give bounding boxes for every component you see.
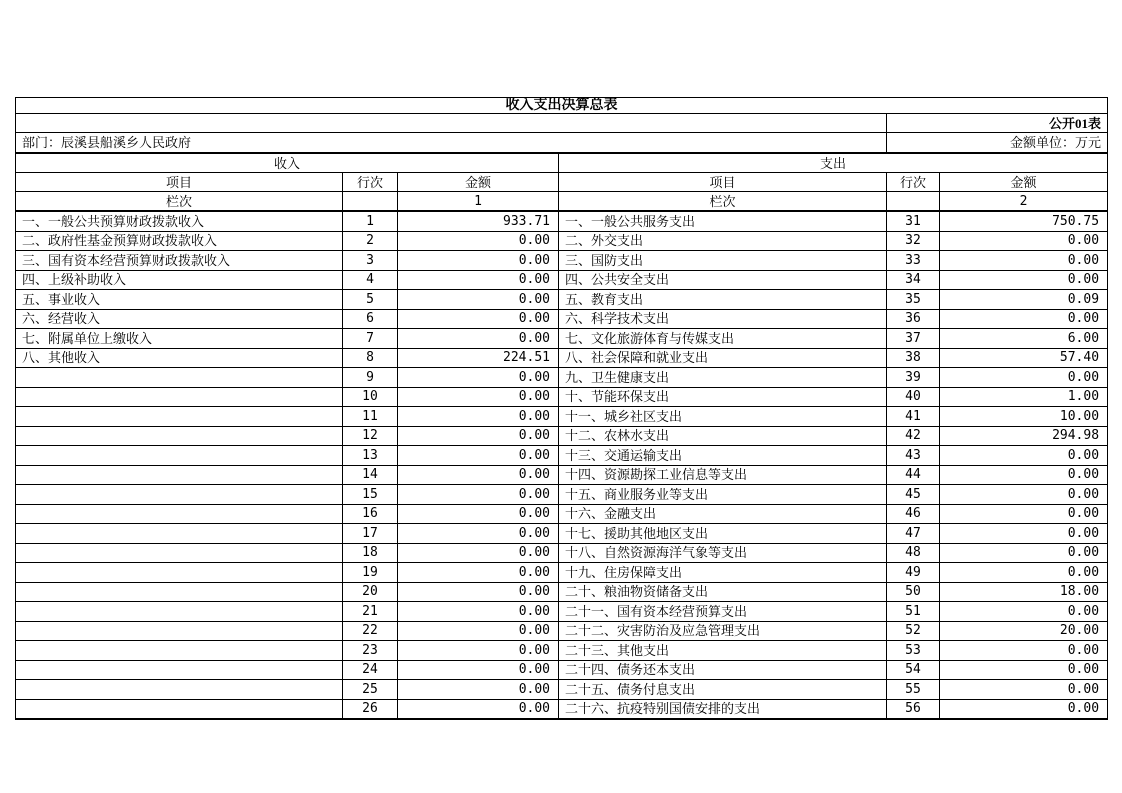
expenditure-item-cell: 十一、城乡社区支出 <box>559 407 887 427</box>
revenue-amount-cell: 0.00 <box>398 641 559 661</box>
table-row <box>16 348 1108 368</box>
revenue-section-header: 收入 <box>16 153 559 173</box>
revenue-item-cell <box>16 641 343 661</box>
section-header-row <box>16 153 1108 173</box>
revenue-amount-cell: 0.00 <box>398 582 559 602</box>
revenue-line-cell: 21 <box>343 602 398 622</box>
revenue-amount-cell: 933.71 <box>398 211 559 231</box>
expenditure-amount-cell: 10.00 <box>940 407 1108 427</box>
expenditure-line-cell: 46 <box>887 504 940 524</box>
revenue-line-cell: 5 <box>343 290 398 310</box>
revenue-amount-cell: 0.00 <box>398 621 559 641</box>
revenue-amount-header: 金额 <box>398 173 559 192</box>
table-row <box>16 699 1108 719</box>
expenditure-amount-cell: 0.00 <box>940 309 1108 329</box>
expenditure-item-cell: 四、公共安全支出 <box>559 270 887 290</box>
expenditure-item-cell: 十三、交通运输支出 <box>559 446 887 466</box>
table-row <box>16 680 1108 700</box>
revenue-index-spacer <box>343 192 398 212</box>
expenditure-amount-cell: 0.00 <box>940 699 1108 719</box>
revenue-item-cell <box>16 465 343 485</box>
table-row <box>16 270 1108 290</box>
expenditure-item-cell: 十、节能环保支出 <box>559 387 887 407</box>
revenue-item-cell: 六、经营收入 <box>16 309 343 329</box>
expenditure-item-cell: 五、教育支出 <box>559 290 887 310</box>
budget-summary-table <box>15 97 1108 720</box>
revenue-item-cell <box>16 504 343 524</box>
table-row <box>16 407 1108 427</box>
revenue-line-cell: 10 <box>343 387 398 407</box>
table-row <box>16 660 1108 680</box>
table-row <box>16 251 1108 271</box>
revenue-amount-cell: 0.00 <box>398 407 559 427</box>
revenue-line-cell: 23 <box>343 641 398 661</box>
revenue-amount-cell: 0.00 <box>398 485 559 505</box>
expenditure-line-cell: 40 <box>887 387 940 407</box>
revenue-line-header: 行次 <box>343 173 398 192</box>
revenue-line-cell: 16 <box>343 504 398 524</box>
revenue-item-cell <box>16 660 343 680</box>
table-row <box>16 504 1108 524</box>
revenue-line-cell: 17 <box>343 524 398 544</box>
department-label: 部门：辰溪县船溪乡人民政府 <box>16 133 887 154</box>
expenditure-line-cell: 45 <box>887 485 940 505</box>
expenditure-item-cell: 十八、自然资源海洋气象等支出 <box>559 543 887 563</box>
table-row <box>16 641 1108 661</box>
revenue-amount-cell: 0.00 <box>398 524 559 544</box>
revenue-amount-cell: 0.00 <box>398 329 559 349</box>
revenue-amount-cell: 0.00 <box>398 368 559 388</box>
revenue-amount-cell: 224.51 <box>398 348 559 368</box>
revenue-item-cell <box>16 426 343 446</box>
revenue-item-cell <box>16 680 343 700</box>
revenue-line-cell: 22 <box>343 621 398 641</box>
expenditure-amount-cell: 0.00 <box>940 465 1108 485</box>
expenditure-amount-header: 金额 <box>940 173 1108 192</box>
expenditure-amount-cell: 0.00 <box>940 270 1108 290</box>
revenue-item-cell: 一、一般公共预算财政拨款收入 <box>16 211 343 231</box>
expenditure-item-cell: 三、国防支出 <box>559 251 887 271</box>
expenditure-line-cell: 43 <box>887 446 940 466</box>
revenue-line-cell: 3 <box>343 251 398 271</box>
expenditure-line-cell: 56 <box>887 699 940 719</box>
column-header-row <box>16 173 1108 192</box>
revenue-line-cell: 8 <box>343 348 398 368</box>
unit-label: 金额单位：万元 <box>887 133 1108 154</box>
revenue-item-cell <box>16 407 343 427</box>
revenue-line-cell: 25 <box>343 680 398 700</box>
revenue-amount-cell: 0.00 <box>398 309 559 329</box>
expenditure-item-cell: 八、社会保障和就业支出 <box>559 348 887 368</box>
table-row <box>16 290 1108 310</box>
revenue-item-cell <box>16 582 343 602</box>
revenue-line-cell: 12 <box>343 426 398 446</box>
expenditure-item-cell: 六、科学技术支出 <box>559 309 887 329</box>
expenditure-item-cell: 十四、资源勘探工业信息等支出 <box>559 465 887 485</box>
expenditure-amount-cell: 0.00 <box>940 641 1108 661</box>
table-row <box>16 582 1108 602</box>
expenditure-line-cell: 50 <box>887 582 940 602</box>
expenditure-line-cell: 37 <box>887 329 940 349</box>
expenditure-item-cell: 二十四、债务还本支出 <box>559 660 887 680</box>
expenditure-amount-cell: 0.00 <box>940 680 1108 700</box>
revenue-item-cell: 五、事业收入 <box>16 290 343 310</box>
revenue-amount-cell: 0.00 <box>398 270 559 290</box>
revenue-item-cell <box>16 621 343 641</box>
revenue-line-cell: 18 <box>343 543 398 563</box>
table-row <box>16 329 1108 349</box>
revenue-line-cell: 26 <box>343 699 398 719</box>
expenditure-line-cell: 38 <box>887 348 940 368</box>
table-row <box>16 446 1108 466</box>
revenue-line-cell: 11 <box>343 407 398 427</box>
expenditure-amount-cell: 0.09 <box>940 290 1108 310</box>
expenditure-line-header: 行次 <box>887 173 940 192</box>
revenue-line-cell: 13 <box>343 446 398 466</box>
revenue-index-value: 1 <box>398 192 559 212</box>
expenditure-section-header: 支出 <box>559 153 1108 173</box>
expenditure-amount-cell: 0.00 <box>940 368 1108 388</box>
expenditure-amount-cell: 0.00 <box>940 602 1108 622</box>
form-number-row <box>16 114 1108 133</box>
expenditure-item-cell: 十七、援助其他地区支出 <box>559 524 887 544</box>
revenue-amount-cell: 0.00 <box>398 290 559 310</box>
expenditure-item-cell: 十六、金融支出 <box>559 504 887 524</box>
expenditure-line-cell: 54 <box>887 660 940 680</box>
revenue-amount-cell: 0.00 <box>398 504 559 524</box>
revenue-line-cell: 19 <box>343 563 398 583</box>
expenditure-line-cell: 36 <box>887 309 940 329</box>
title-row <box>16 98 1108 114</box>
expenditure-amount-cell: 1.00 <box>940 387 1108 407</box>
revenue-amount-cell: 0.00 <box>398 602 559 622</box>
form-number: 公开01表 <box>887 114 1108 133</box>
expenditure-amount-cell: 0.00 <box>940 231 1108 251</box>
revenue-item-cell <box>16 543 343 563</box>
expenditure-line-cell: 52 <box>887 621 940 641</box>
revenue-line-cell: 2 <box>343 231 398 251</box>
expenditure-item-cell: 二十、粮油物资储备支出 <box>559 582 887 602</box>
revenue-item-cell <box>16 524 343 544</box>
expenditure-line-cell: 31 <box>887 211 940 231</box>
revenue-item-header: 项目 <box>16 173 343 192</box>
expenditure-line-cell: 48 <box>887 543 940 563</box>
table-row <box>16 524 1108 544</box>
table-row <box>16 211 1108 231</box>
revenue-item-cell <box>16 563 343 583</box>
expenditure-item-cell: 十五、商业服务业等支出 <box>559 485 887 505</box>
expenditure-line-cell: 35 <box>887 290 940 310</box>
expenditure-index-spacer <box>887 192 940 212</box>
expenditure-item-cell: 二十三、其他支出 <box>559 641 887 661</box>
table-row <box>16 231 1108 251</box>
revenue-amount-cell: 0.00 <box>398 660 559 680</box>
expenditure-item-cell: 一、一般公共服务支出 <box>559 211 887 231</box>
revenue-item-cell <box>16 368 343 388</box>
table-row <box>16 368 1108 388</box>
table-row <box>16 602 1108 622</box>
revenue-line-cell: 4 <box>343 270 398 290</box>
expenditure-line-cell: 42 <box>887 426 940 446</box>
table-row <box>16 621 1108 641</box>
revenue-item-cell <box>16 485 343 505</box>
expenditure-amount-cell: 20.00 <box>940 621 1108 641</box>
expenditure-index-value: 2 <box>940 192 1108 212</box>
expenditure-item-cell: 十二、农林水支出 <box>559 426 887 446</box>
revenue-amount-cell: 0.00 <box>398 446 559 466</box>
expenditure-line-cell: 51 <box>887 602 940 622</box>
revenue-line-cell: 9 <box>343 368 398 388</box>
expenditure-item-cell: 二十二、灾害防治及应急管理支出 <box>559 621 887 641</box>
revenue-amount-cell: 0.00 <box>398 231 559 251</box>
revenue-line-cell: 1 <box>343 211 398 231</box>
revenue-line-cell: 15 <box>343 485 398 505</box>
revenue-line-cell: 7 <box>343 329 398 349</box>
expenditure-line-cell: 34 <box>887 270 940 290</box>
revenue-line-cell: 14 <box>343 465 398 485</box>
revenue-item-cell <box>16 602 343 622</box>
revenue-amount-cell: 0.00 <box>398 699 559 719</box>
expenditure-amount-cell: 6.00 <box>940 329 1108 349</box>
revenue-index-label: 栏次 <box>16 192 343 212</box>
expenditure-item-cell: 七、文化旅游体育与传媒支出 <box>559 329 887 349</box>
revenue-line-cell: 20 <box>343 582 398 602</box>
expenditure-index-label: 栏次 <box>559 192 887 212</box>
revenue-item-cell: 二、政府性基金预算财政拨款收入 <box>16 231 343 251</box>
revenue-amount-cell: 0.00 <box>398 387 559 407</box>
expenditure-line-cell: 32 <box>887 231 940 251</box>
expenditure-amount-cell: 0.00 <box>940 543 1108 563</box>
expenditure-line-cell: 47 <box>887 524 940 544</box>
expenditure-amount-cell: 0.00 <box>940 563 1108 583</box>
revenue-amount-cell: 0.00 <box>398 563 559 583</box>
expenditure-item-cell: 十九、住房保障支出 <box>559 563 887 583</box>
expenditure-item-cell: 二十五、债务付息支出 <box>559 680 887 700</box>
expenditure-line-cell: 39 <box>887 368 940 388</box>
expenditure-line-cell: 53 <box>887 641 940 661</box>
table-row <box>16 426 1108 446</box>
table-row <box>16 465 1108 485</box>
revenue-item-cell: 三、国有资本经营预算财政拨款收入 <box>16 251 343 271</box>
table-row <box>16 485 1108 505</box>
expenditure-amount-cell: 750.75 <box>940 211 1108 231</box>
expenditure-amount-cell: 0.00 <box>940 446 1108 466</box>
expenditure-item-cell: 九、卫生健康支出 <box>559 368 887 388</box>
table-row <box>16 309 1108 329</box>
meta-row <box>16 133 1108 154</box>
expenditure-amount-cell: 294.98 <box>940 426 1108 446</box>
revenue-amount-cell: 0.00 <box>398 680 559 700</box>
expenditure-line-cell: 49 <box>887 563 940 583</box>
expenditure-line-cell: 41 <box>887 407 940 427</box>
expenditure-amount-cell: 57.40 <box>940 348 1108 368</box>
revenue-amount-cell: 0.00 <box>398 426 559 446</box>
table-row <box>16 543 1108 563</box>
revenue-amount-cell: 0.00 <box>398 465 559 485</box>
revenue-item-cell <box>16 699 343 719</box>
revenue-amount-cell: 0.00 <box>398 543 559 563</box>
revenue-item-cell: 七、附属单位上缴收入 <box>16 329 343 349</box>
page-title: 收入支出决算总表 <box>16 98 1108 114</box>
revenue-item-cell: 八、其他收入 <box>16 348 343 368</box>
expenditure-item-header: 项目 <box>559 173 887 192</box>
expenditure-item-cell: 二十六、抗疫特别国债安排的支出 <box>559 699 887 719</box>
expenditure-item-cell: 二、外交支出 <box>559 231 887 251</box>
column-index-row <box>16 192 1108 212</box>
revenue-line-cell: 6 <box>343 309 398 329</box>
revenue-item-cell: 四、上级补助收入 <box>16 270 343 290</box>
expenditure-amount-cell: 0.00 <box>940 504 1108 524</box>
table-row <box>16 387 1108 407</box>
expenditure-line-cell: 33 <box>887 251 940 271</box>
expenditure-amount-cell: 0.00 <box>940 660 1108 680</box>
expenditure-amount-cell: 0.00 <box>940 485 1108 505</box>
expenditure-line-cell: 55 <box>887 680 940 700</box>
revenue-line-cell: 24 <box>343 660 398 680</box>
expenditure-line-cell: 44 <box>887 465 940 485</box>
expenditure-amount-cell: 0.00 <box>940 524 1108 544</box>
revenue-item-cell <box>16 446 343 466</box>
table-row <box>16 563 1108 583</box>
expenditure-amount-cell: 0.00 <box>940 251 1108 271</box>
expenditure-amount-cell: 18.00 <box>940 582 1108 602</box>
revenue-item-cell <box>16 387 343 407</box>
revenue-amount-cell: 0.00 <box>398 251 559 271</box>
expenditure-item-cell: 二十一、国有资本经营预算支出 <box>559 602 887 622</box>
form-row-spacer <box>16 114 887 133</box>
